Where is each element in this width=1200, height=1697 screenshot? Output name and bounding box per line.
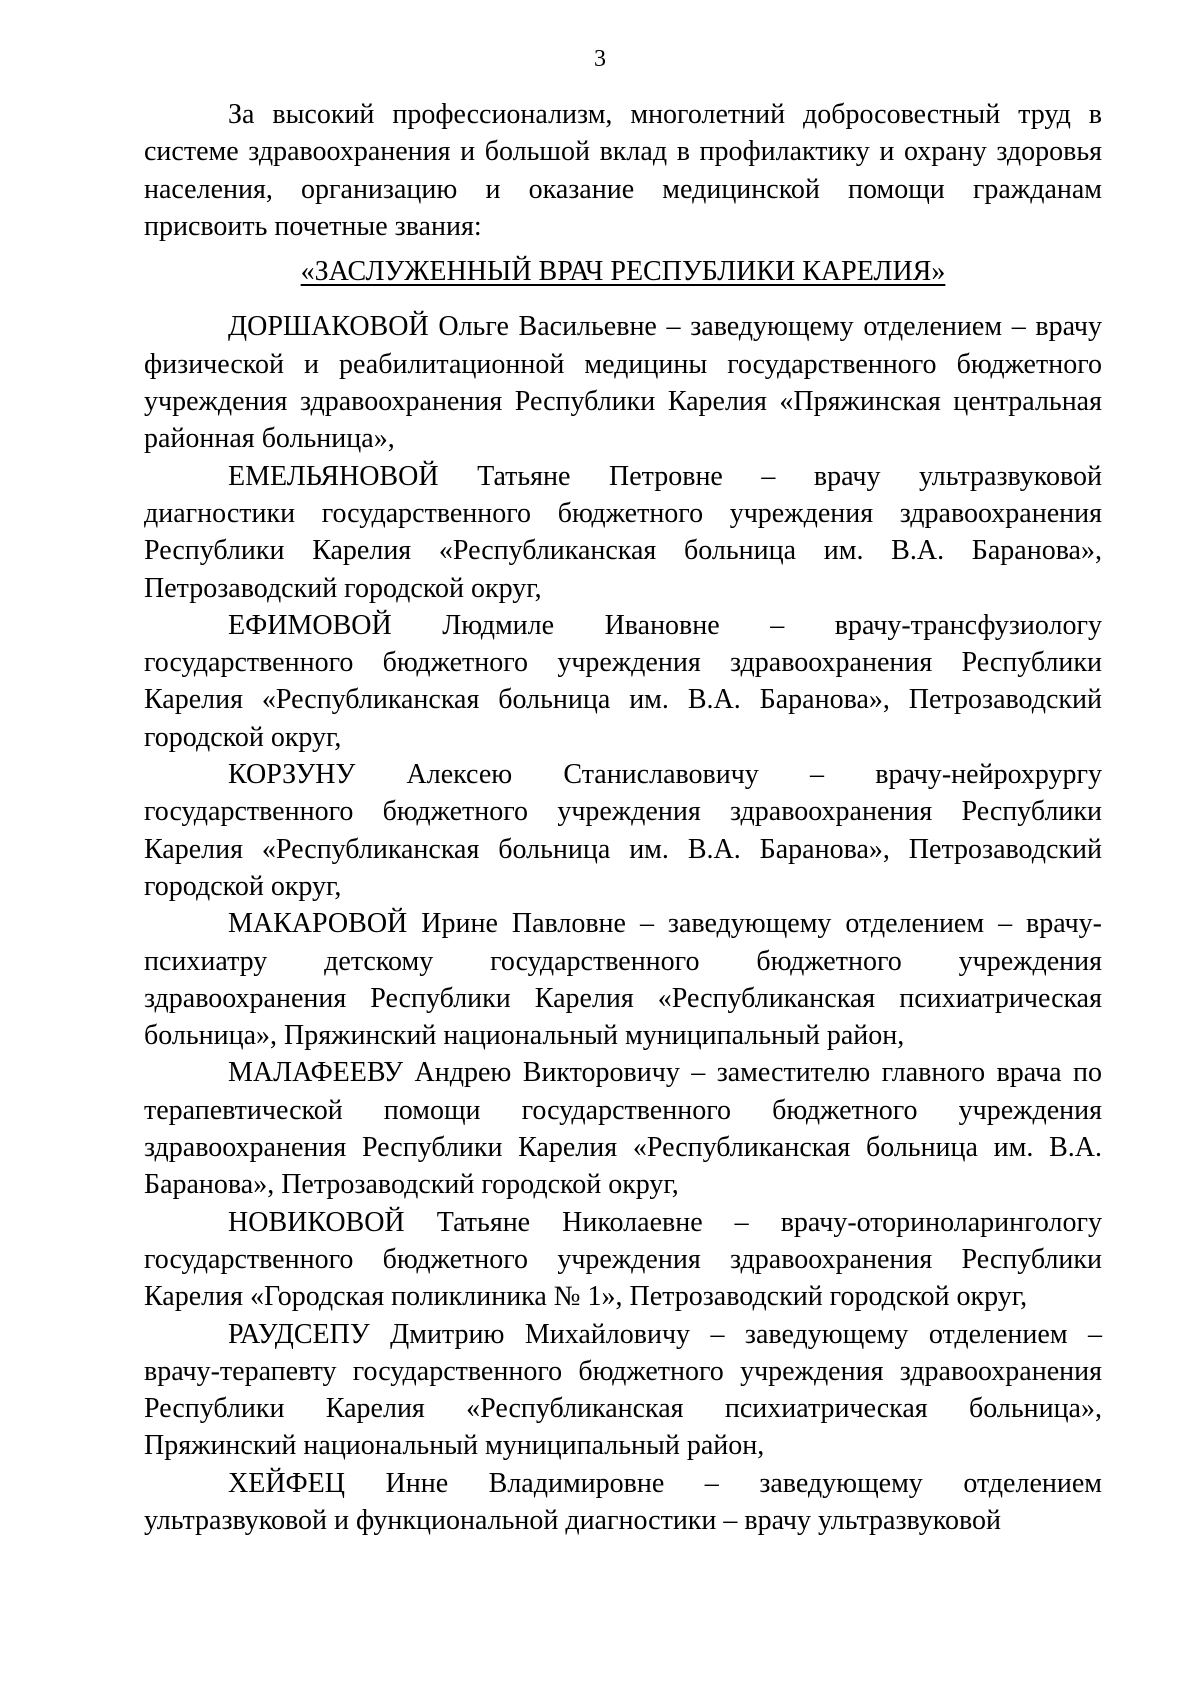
awardee-details: Инне Владимировне – заведующему отделением ультразвуковой и функциональной диагностики – врачу ультразвуковой	[144, 1467, 1102, 1536]
intro-paragraph: За высокий профессионализм, многолетний добросовестный труд в системе здравоохранения и большой вклад в профилактику и охрану здоровья населения, организацию и оказание медицинской помощи гражданам присвоить почетные звания:	[144, 99, 1102, 242]
awardee-details: Ирине Павловне – заведующему отделением – врачу-психиатру детскому государственного бюджетного учреждения здравоохранения Республики Карелия «Республиканская психиатрическая больница», Пряжинский национальный муниципальный район,	[144, 908, 1102, 1052]
awardee-entry	[144, 905, 1102, 1054]
awardee-entry	[144, 1465, 1102, 1540]
award-title: «ЗАСЛУЖЕННЫЙ ВРАЧ РЕСПУБЛИКИ КАРЕЛИЯ»	[300, 256, 946, 288]
awardee-surname: ДОРШАКОВОЙ	[228, 311, 429, 343]
awardee-surname: ЕФИМОВОЙ	[228, 609, 392, 641]
awardee-details: Алексею Станиславовичу – врачу-нейрохрургу государственного бюджетного учреждения здравоохранения Республики Карелия «Республиканская больница им. В.А. Баранова», Петрозаводский городской округ,	[144, 759, 1102, 902]
awardee-surname: МАКАРОВОЙ	[228, 908, 408, 940]
awardee-entry	[144, 458, 1102, 607]
awardee-details: Людмиле Ивановне – врачу-трансфузиологу государственного бюджетного учреждения здравоохранения Республики Карелия «Республиканская больница им. В.А. Баранова», Петрозаводский городской округ,	[144, 609, 1102, 753]
awardee-surname: РАУДСЕПУ	[228, 1318, 370, 1350]
awardee-surname: НОВИКОВОЙ	[228, 1206, 405, 1238]
awardee-details: Андрею Викторовичу – заместителю главного врача по терапевтической помощи государственного бюджетного учреждения здравоохранения Республики Карелия «Республиканская больница им. В.А. Баранова», Петрозаводский городской округ,	[144, 1057, 1102, 1201]
document-body	[144, 96, 1102, 1539]
awardee-entry	[144, 756, 1102, 905]
awardee-details: Ольге Васильевне – заведующему отделением – врачу физической и реабилитационной медицины государственного бюджетного учреждения здравоохранения Республики Карелия «Пряжинская центральная районная больница»,	[144, 311, 1102, 455]
awardee-details: Татьяне Николаевне – врачу-оториноларингологу государственного бюджетного учреждения здравоохранения Республики Карелия «Городская поликлиника № 1», Петрозаводский городской округ,	[144, 1206, 1102, 1313]
page-number: 3	[594, 46, 606, 72]
awardee-entry	[144, 308, 1102, 457]
awardee-surname: ЕМЕЛЬЯНОВОЙ	[228, 460, 439, 492]
awardee-details: Татьяне Петровне – врачу ультразвуковой диагностики государственного бюджетного учреждения здравоохранения Республики Карелия «Республиканская больница им. В.А. Баранова», Петрозаводский городской округ,	[144, 460, 1102, 604]
awardee-surname: МАЛАФЕЕВУ	[228, 1057, 404, 1089]
awardee-entry	[144, 1204, 1102, 1316]
awardee-entry	[144, 1316, 1102, 1465]
awardee-surname: КОРЗУНУ	[228, 759, 356, 791]
awardee-entry	[144, 1054, 1102, 1203]
awardee-entry	[144, 607, 1102, 756]
awardee-details: Дмитрию Михайловичу – заведующему отделением – врачу-терапевту государственного бюджетного учреждения здравоохранения Республики Карелия «Республиканская психиатрическая больница», Пряжинский национальный муниципальный район,	[144, 1318, 1102, 1462]
awardee-surname: ХЕЙФЕЦ	[228, 1467, 345, 1499]
